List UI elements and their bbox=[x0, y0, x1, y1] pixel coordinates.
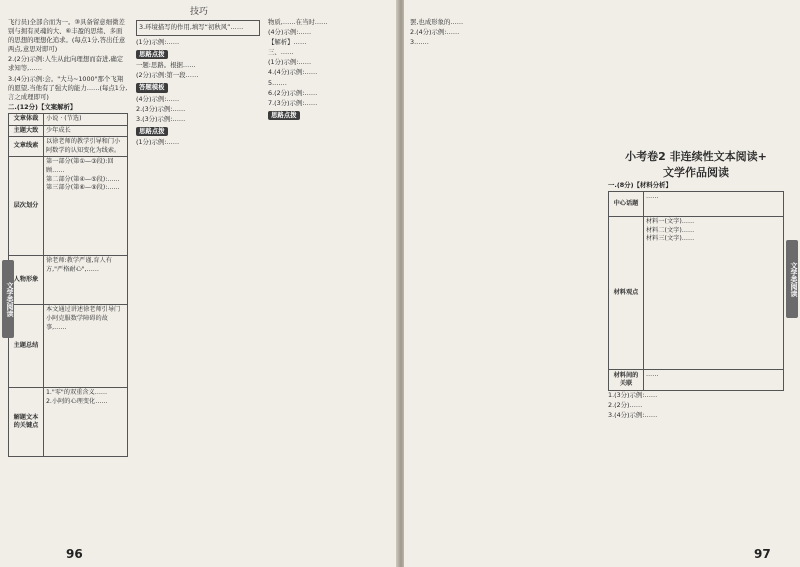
answer-paragraph: 3.(3分)示例:…… bbox=[136, 114, 186, 123]
table-key: 文章体裁 bbox=[9, 113, 44, 125]
answer-paragraph: 2.(2分)示例:人生从此向理想而奋进,确定求知等,…… bbox=[8, 55, 124, 73]
side-tab: 文学类阅读 bbox=[2, 260, 14, 338]
answer-paragraph: (2分)示例:第一段…… bbox=[136, 71, 199, 80]
left-column-2 bbox=[136, 18, 260, 148]
material-table bbox=[608, 191, 784, 391]
answer-paragraph: 6.(2分)示例:…… bbox=[268, 88, 318, 97]
side-tab: 文学类阅读 bbox=[786, 240, 798, 318]
table-value: 小说 · (节选) bbox=[44, 113, 128, 125]
page-header: 技巧 bbox=[190, 7, 209, 17]
tip-tag: 思路点拨 bbox=[136, 50, 168, 59]
table-value: 徐老师:教学严谨,育人有方,"严格耐心",…… bbox=[44, 256, 128, 305]
table-value: 本文通过讲述徐老师引导门小阿克服数学障碍的故事,…… bbox=[44, 305, 128, 388]
answer-paragraph: 4.(4分)示例:…… bbox=[268, 68, 318, 77]
answer-paragraph: 2.(2分)…… bbox=[608, 401, 643, 410]
answer-paragraph: 罢,也成形象的…… bbox=[410, 18, 464, 26]
answer-paragraph: (1分)示例:…… bbox=[136, 137, 180, 146]
answer-paragraph: 1.(3分)示例:…… bbox=[608, 391, 658, 400]
section-heading: 一.(8分)【材料分析】 bbox=[608, 181, 672, 189]
right-page bbox=[404, 0, 800, 567]
answer-paragraph: 飞行员)全部合而为一。③具备留意细微差别与拥有灵魂的大、⑥丰盈的思绪、多面的思想的理想化追求。(每点1分,答出任意两点,意思对即可) bbox=[8, 18, 126, 54]
answer-paragraph: 2.(4分)示例:…… bbox=[410, 28, 460, 37]
test-title: 小考卷2 非连续性文本阅读+ bbox=[625, 150, 767, 163]
table-key: 中心话题 bbox=[609, 192, 644, 217]
table-key: 文章线索 bbox=[9, 137, 44, 157]
table-key: 人物形象 bbox=[9, 256, 44, 305]
table-row bbox=[9, 305, 128, 388]
table-key: 材料观点 bbox=[609, 217, 644, 370]
answer-paragraph: 2.(3分)示例:…… bbox=[136, 104, 186, 113]
answer-paragraph: 3.(4分)示例:会。"大马~1000"那个飞翔的愿望,当他有了强大的能力……(每点1分,言之成理即可) bbox=[8, 74, 128, 101]
answer-paragraph: 5.…… bbox=[268, 78, 287, 87]
table-key: 层次划分 bbox=[9, 157, 44, 256]
table-row bbox=[609, 370, 784, 391]
answer-paragraph: 一题:思路。根据…… bbox=[136, 61, 196, 70]
answer-paragraph: 物质,……在当时…… bbox=[268, 18, 328, 26]
table-row bbox=[609, 217, 784, 370]
tip-tag: 思路点拨 bbox=[268, 111, 300, 120]
analysis-table bbox=[8, 113, 128, 457]
right-column-2 bbox=[608, 18, 784, 421]
left-column-1 bbox=[8, 18, 128, 457]
table-key: 材料间的关联 bbox=[609, 370, 644, 391]
right-column-1 bbox=[410, 18, 600, 48]
answer-paragraph: (4分)示例:…… bbox=[268, 28, 312, 37]
table-key: 解题文本的关键点 bbox=[9, 388, 44, 457]
table-value: …… bbox=[644, 192, 784, 217]
section-heading: 二.(12分)【文案解析】 bbox=[8, 102, 77, 111]
tip-tag: 思路点拨 bbox=[136, 127, 168, 136]
table-row bbox=[9, 256, 128, 305]
template-tag: 答题模板 bbox=[136, 83, 168, 92]
table-row bbox=[609, 192, 784, 217]
table-value: 少年成长 bbox=[44, 125, 128, 137]
answer-paragraph: 3.…… bbox=[410, 38, 429, 47]
table-value: 第一部分(第①—③段):回顾…… 第二部分(第④—⑤段):…… 第三部分(第⑥—⑨段):…… bbox=[44, 157, 128, 256]
table-value: 以徐老师的教学引导和门小阿数学的认知变化为线索。 bbox=[44, 137, 128, 157]
note-box bbox=[136, 20, 260, 36]
page-number: 96 bbox=[66, 547, 83, 561]
answer-paragraph: 三、…… bbox=[268, 48, 294, 57]
table-row bbox=[9, 125, 128, 137]
answer-paragraph: 【解析】…… bbox=[268, 38, 307, 47]
table-value: 材料一(文字)…… 材料二(文字)…… 材料三(文字)…… bbox=[644, 217, 784, 370]
answer-paragraph: 3.(4分)示例:…… bbox=[608, 411, 658, 420]
left-column-3 bbox=[268, 18, 392, 122]
table-key: 主题大致 bbox=[9, 125, 44, 137]
table-key: 主题总结 bbox=[9, 305, 44, 388]
table-row bbox=[9, 113, 128, 125]
table-row bbox=[9, 137, 128, 157]
answer-paragraph: (4分)示例:…… bbox=[136, 94, 180, 103]
page-number: 97 bbox=[754, 547, 771, 561]
answer-paragraph: 7.(3分)示例:…… bbox=[268, 98, 318, 107]
answer-paragraph: 3.环境描写的作用,填写“初秋风”…… bbox=[139, 23, 244, 31]
table-value: …… bbox=[644, 370, 784, 391]
table-value: 1."零"的双重含义…… 2.小阿的心理变化…… bbox=[44, 388, 128, 457]
answer-paragraph: (1分)示例:…… bbox=[136, 38, 180, 47]
test-subtitle: 文学作品阅读 bbox=[663, 166, 729, 179]
table-row bbox=[9, 388, 128, 457]
table-row bbox=[9, 157, 128, 256]
answer-paragraph: (1分)示例:…… bbox=[268, 58, 312, 67]
left-page bbox=[0, 0, 398, 567]
